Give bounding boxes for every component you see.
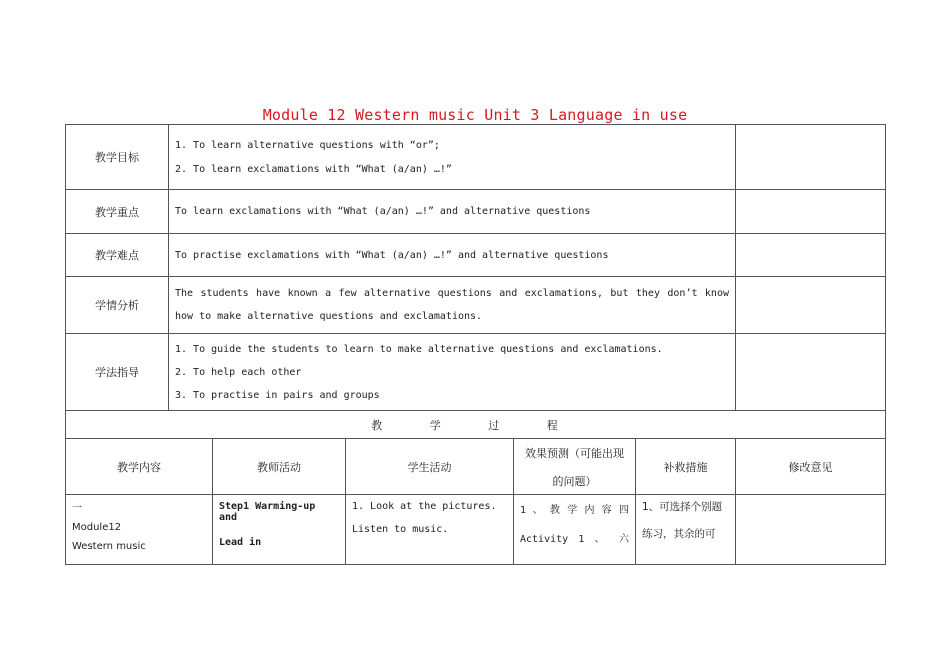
step1-teacher-line-2: Lead in — [219, 537, 262, 548]
step1-content-line-3: Western music — [72, 541, 146, 552]
methods-content — [169, 334, 736, 411]
methods-notes-cell — [736, 334, 886, 411]
step1-content — [66, 495, 213, 565]
step1-student — [346, 495, 514, 565]
analysis-content — [169, 277, 736, 334]
lesson-plan-table — [65, 124, 886, 565]
analysis-label: 学情分析 — [66, 277, 169, 334]
analysis-line-2: how to make alternative questions and exclamations. — [175, 311, 483, 322]
analysis-notes-cell — [736, 277, 886, 334]
step1-effect-line-1: 1 、 教 学 内 容 四 — [520, 505, 629, 516]
step1-content-line-2: Module12 — [72, 522, 122, 533]
difficulties-label: 教学难点 — [66, 234, 169, 277]
row-process-step1 — [66, 495, 886, 565]
step1-content-line-1: 一 — [72, 503, 82, 514]
header-effect-line-2: 的问题） — [552, 474, 597, 488]
row-methods — [66, 334, 886, 411]
methods-label: 学法指导 — [66, 334, 169, 411]
step1-remedy — [636, 495, 736, 565]
step1-remedy-line-1: 1、可选择个别题 — [642, 501, 723, 513]
document-title: Module 12 Western music Unit 3 Language in use — [262, 106, 688, 124]
difficulties-notes-cell — [736, 234, 886, 277]
objectives-notes-cell — [736, 125, 886, 190]
step1-student-line-1: 1. Look at the pictures. — [352, 501, 497, 512]
row-process-headers — [66, 439, 886, 495]
step1-effect — [514, 495, 636, 565]
step1-student-line-2: Listen to music. — [352, 524, 449, 535]
row-key-points — [66, 190, 886, 234]
objectives-content — [169, 125, 736, 190]
method-line-2: 2. To help each other — [175, 366, 302, 378]
method-line-3: 3. To practise in pairs and groups — [175, 389, 380, 401]
header-teacher: 教师活动 — [213, 439, 346, 495]
row-process-banner — [66, 411, 886, 439]
row-difficulties — [66, 234, 886, 277]
step1-comments — [736, 495, 886, 565]
step1-teacher — [213, 495, 346, 565]
process-heading: 教 学 过 程 — [66, 411, 886, 439]
key-points-label: 教学重点 — [66, 190, 169, 234]
header-effect-line-1: 效果预测（可能出现 — [525, 446, 624, 460]
step1-remedy-line-2: 练习，其余的可 — [642, 528, 716, 540]
objective-line-1: 1. To learn alternative questions with “or”; — [175, 139, 440, 151]
header-comments: 修改意见 — [736, 439, 886, 495]
header-effect — [514, 439, 636, 495]
key-points-notes-cell — [736, 190, 886, 234]
objective-line-2: 2. To learn exclamations with “What (a/an) …!” — [175, 163, 452, 175]
step1-teacher-line-1: Step1 Warming-up and — [219, 501, 316, 523]
header-student: 学生活动 — [346, 439, 514, 495]
step1-effect-line-2: Activity 1 、 六 — [520, 534, 629, 545]
difficulties-content: To practise exclamations with “What (a/an) …!” and alternative questions — [169, 234, 736, 277]
key-points-content: To learn exclamations with “What (a/an) …!” and alternative questions — [169, 190, 736, 234]
header-remedy: 补救措施 — [636, 439, 736, 495]
objectives-label: 教学目标 — [66, 125, 169, 190]
method-line-1: 1. To guide the students to learn to make alternative questions and exclamations. — [175, 343, 663, 355]
row-analysis — [66, 277, 886, 334]
header-content: 教学内容 — [66, 439, 213, 495]
analysis-line-1: The students have known a few alternative questions and exclamations, but they don’t know — [175, 288, 729, 299]
row-objectives — [66, 125, 886, 190]
